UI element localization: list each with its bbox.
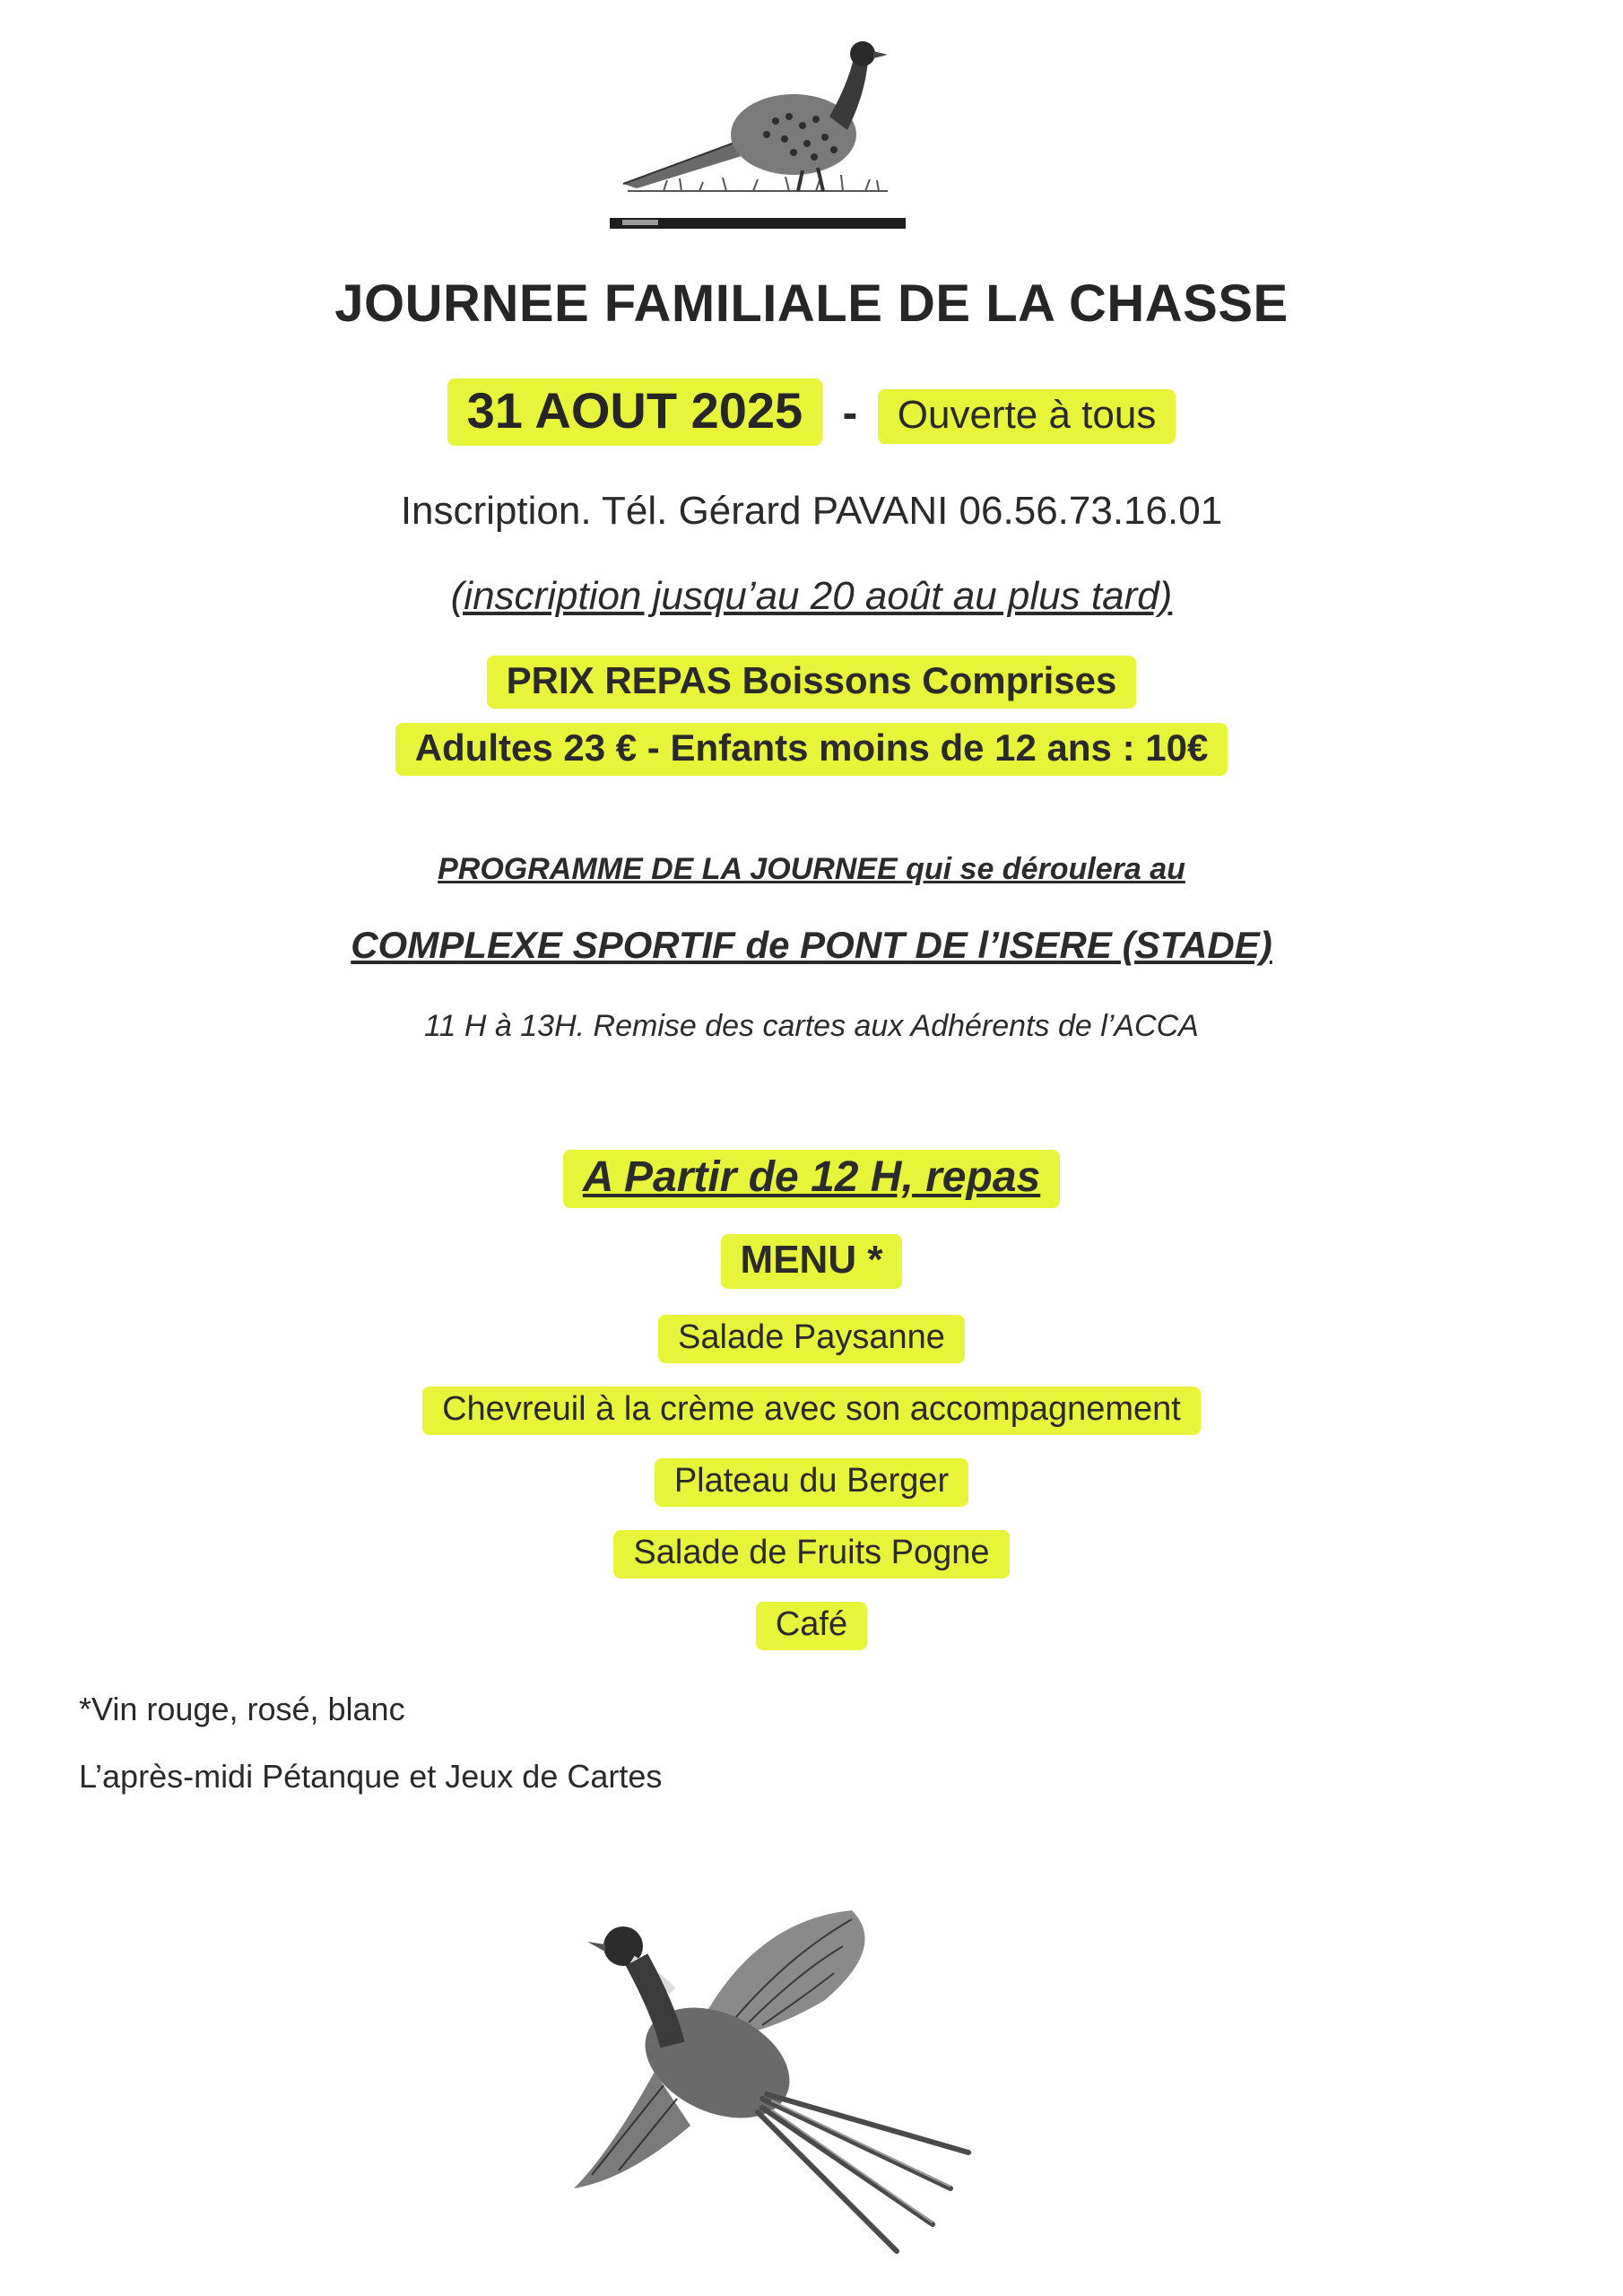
pheasant-flying-icon [556,1892,986,2269]
menu-item-1: Salade Paysanne [658,1315,965,1363]
menu-item-4: Salade de Fruits Pogne [613,1530,1009,1578]
registration-deadline: (inscription jusqu’au 20 août au plus tard) [450,574,1173,618]
program-heading: PROGRAMME DE LA JOURNEE qui se déroulera au [438,852,1185,886]
program-schedule: 11 H à 13H. Remise des cartes aux Adhérents de l’ACCA [424,1009,1199,1043]
event-date: 31 AOUT 2025 [447,378,823,446]
registration-contact: Inscription. Tél. Gérard PAVANI 06.56.73.16.01 [400,489,1223,533]
menu-item-5: Café [756,1602,867,1650]
separator: - [842,387,858,438]
pheasant-standing-icon [610,31,906,238]
menu-item-2: Chevreuil à la crème avec son accompagnement [422,1387,1201,1435]
menu-title: MENU * [721,1234,903,1289]
open-to-all-note: Ouverte à tous [878,389,1176,444]
page-title: JOURNEE FAMILIALE DE LA CHASSE [334,274,1289,333]
wine-note: *Vin rouge, rosé, blanc [79,1691,405,1727]
price-details: Adultes 23 € - Enfants moins de 12 ans : 10€ [395,723,1228,776]
price-heading: PRIX REPAS Boissons Comprises [487,656,1137,709]
afternoon-activities: L’après-midi Pétanque et Jeux de Cartes [79,1758,663,1795]
menu-item-3: Plateau du Berger [655,1458,968,1507]
program-venue: COMPLEXE SPORTIF de PONT DE l’ISERE (STADE) [351,924,1272,966]
meal-start: A Partir de 12 H, repas [563,1150,1060,1208]
